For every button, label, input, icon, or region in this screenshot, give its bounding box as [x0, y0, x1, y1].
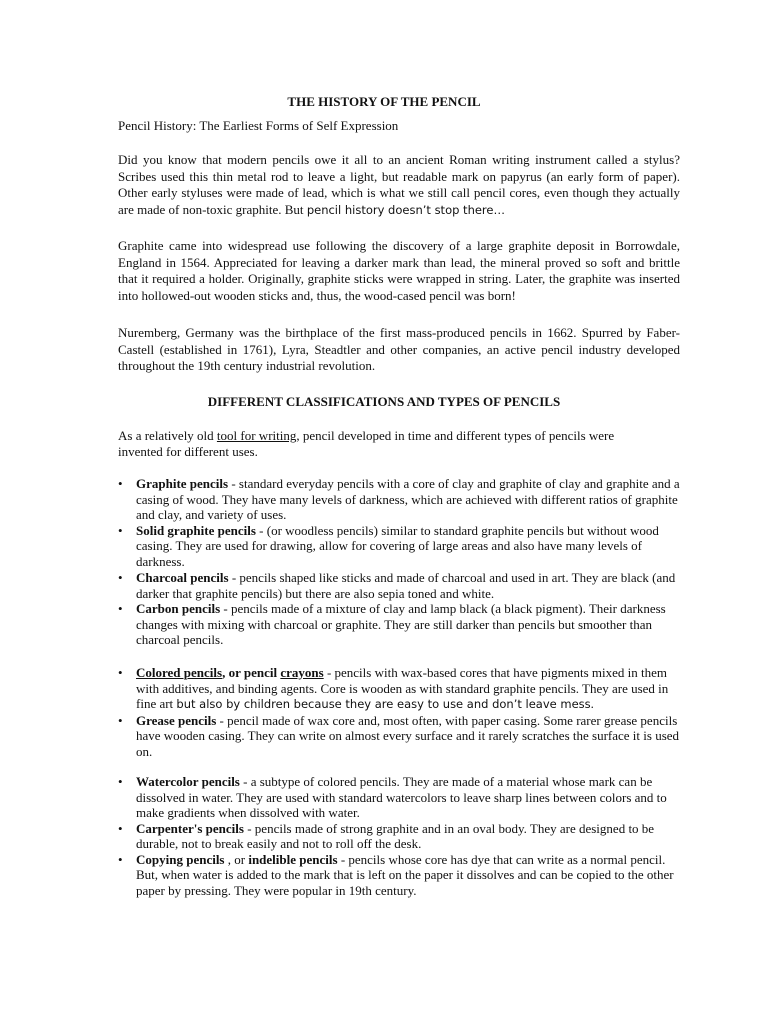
term-grease: Grease pencils: [136, 712, 217, 728]
pencil-list-group-3: [118, 665, 680, 759]
desc-colored-tail: but also by children because they are easy to use and don’t leave mess: [176, 697, 591, 711]
desc-charcoal: - pencils shaped like sticks and made of charcoal and used in art. They are black (and darker that graphite pencils) but there are also sepia toned and white.: [136, 570, 676, 601]
list-item-carpenter: [118, 821, 680, 852]
term-carpenter: Carpenter's pencils: [136, 820, 244, 836]
paragraph-nuremberg: Nuremberg, Germany was the birthplace of the first mass-produced pencils in 1662. Spurred by Faber-Castell (established in 1761), Lyra, Steadtler and other companies, an active pencil industry developed throughout the 19th century industrial revolution.: [118, 325, 680, 373]
list-item-graphite: [118, 476, 680, 523]
desc-graphite: - standard everyday pencils with a core of clay and graphite of clay and graphite and a casing of wood. They have many levels of darkness, which are achieved with different ratios of graphite and clay, and variety of uses.: [136, 476, 680, 522]
paragraph-graphite: Graphite came into widespread use following the discovery of a large graphite deposit in Borrowdale, England in 1564. Appreciated for leaving a darker mark than lead, the mineral proved so soft and brittle that it required a holder. Originally, graphite sticks were wrapped in string. Later, the graphite was inserted into hollowed-out wooden sticks and, thus, the wood-cased pencil was born!: [118, 238, 680, 303]
list-item-copying: [118, 852, 680, 899]
term-watercolor: Watercolor pencils: [136, 774, 240, 789]
paragraph-stylus-text: Did you know that modern pencils owe it all to an ancient Roman writing instrument called a stylus? Scribes used this thin metal rod to leave a light, but readable mark on papyrus (an early form of paper). Other early styluses were made of lead, which is what we still call pencil cores, even though they actually are made of non-toxic graphite. But: [118, 152, 680, 217]
paragraph-stylus-tail: pencil history doesn’t stop there…: [306, 202, 505, 217]
document-subtitle: Pencil History: The Earliest Forms of Self Expression: [118, 118, 399, 133]
paragraph-stylus: [118, 152, 680, 218]
term-colored-pencils[interactable]: Colored pencils: [136, 665, 223, 680]
desc-carbon: - pencils made of a mixture of clay and lamp black (a black pigment). Their darkness changes with mixing with charcoal or graphite. They are still darker than pencils but smoother than charcoal pencils.: [136, 601, 666, 647]
term-copying-mid: , or: [224, 851, 249, 867]
term-crayons[interactable]: crayons: [280, 665, 324, 680]
pencil-list-group-1: [118, 476, 680, 569]
term-indelible: indelible pencils: [248, 851, 338, 867]
list-item-carbon: [118, 601, 680, 648]
list-item-colored: [118, 665, 680, 713]
term-colored-mid: , or pencil: [222, 665, 281, 680]
section-heading: DIFFERENT CLASSIFICATIONS AND TYPES OF PENCILS: [207, 394, 561, 409]
pencil-list-group-2: [118, 570, 680, 648]
desc-carpenter: - pencils made of strong graphite and in an oval body. They are designed to be durable, not to break easily and not to roll off the desk.: [136, 820, 655, 851]
list-item-solid-graphite: [118, 523, 680, 570]
desc-colored-end: .: [590, 696, 594, 711]
desc-watercolor: - a subtype of colored pencils. They are made of a material whose mark can be dissolved in water. They are used with standard watercolors to leave sharp lines between colors and to make gradients when dissolved with water.: [136, 774, 667, 820]
tool-for-writing-link[interactable]: tool for writing: [216, 428, 297, 443]
term-carbon: Carbon pencils: [136, 601, 221, 616]
term-solid-graphite: Solid graphite pencils: [136, 522, 256, 538]
list-item-watercolor: [118, 774, 680, 821]
list-item-grease: [118, 713, 680, 760]
document-title: THE HISTORY OF THE PENCIL: [287, 94, 481, 109]
desc-copying: - pencils whose core has dye that can write as a normal pencil. But, when water is added to the mark that is left on the paper it dissolves and can be copied to the other paper by pressing. They were popular in 19th century.: [136, 851, 674, 898]
section-intro: [118, 428, 658, 459]
intro-text-end: , pencil developed in time and different types of pencils were invented for different uses.: [118, 428, 615, 459]
list-item-charcoal: [118, 570, 680, 601]
term-charcoal: Charcoal pencils: [136, 570, 229, 585]
pencil-list-group-4: [118, 774, 680, 898]
term-copying: Copying pencils: [136, 851, 225, 867]
desc-solid-graphite: - (or woodless pencils) similar to standard graphite pencils but without wood casing. They are used for drawing, allow for covering of large areas and also have many levels of darkness.: [136, 522, 659, 569]
desc-colored: - pencils with wax-based cores that have pigments mixed in them with additives, and binding agents. Core is wooden as with standard graphite pencils. They are used in fine art: [136, 665, 669, 711]
desc-grease: - pencil made of wax core and, most often, with paper casing. Some rarer grease pencils have wooden casing. They can write on almost every surface and it rarely scratches the surface it is used on.: [136, 712, 680, 759]
term-graphite: Graphite pencils: [136, 476, 229, 491]
intro-text: As a relatively old: [118, 428, 217, 443]
